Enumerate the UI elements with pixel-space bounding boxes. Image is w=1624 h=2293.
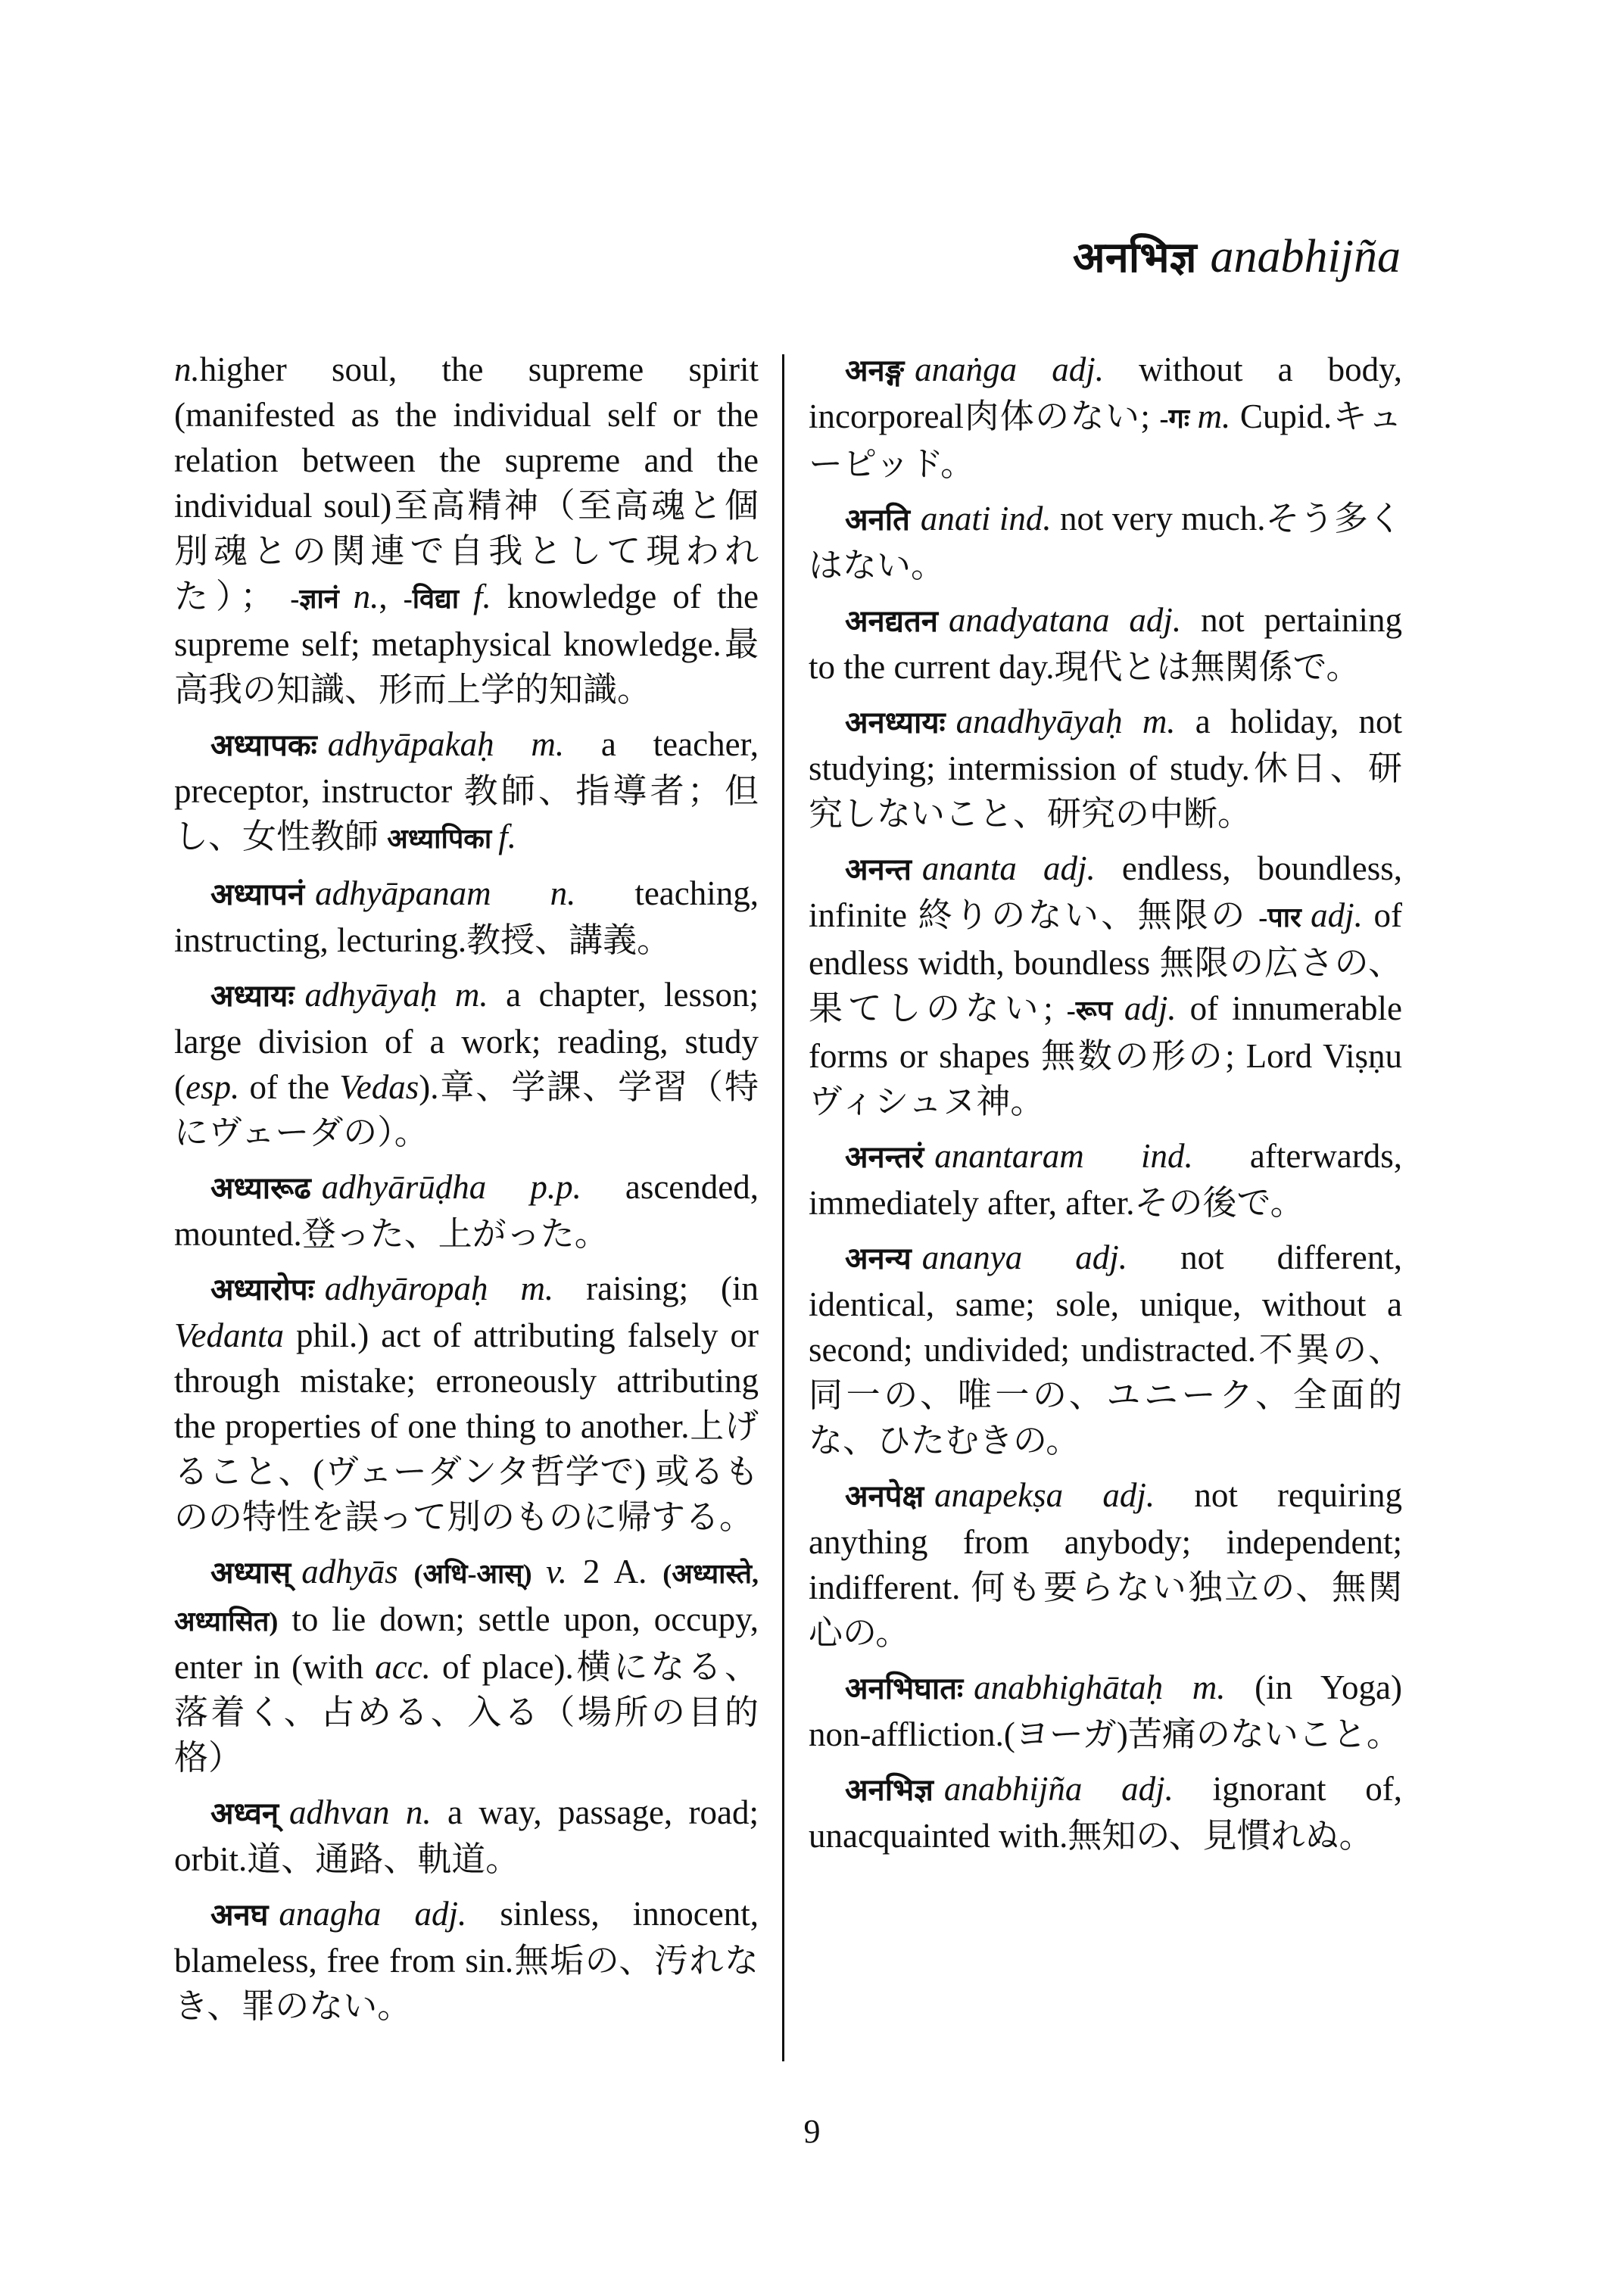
- headword: अनङ्ग: [845, 354, 905, 388]
- definition-text: a holiday, not studying; intermission of study.休日、研究しないこと、研究の中断。: [809, 703, 1402, 833]
- definition-text: ,: [379, 578, 404, 615]
- dictionary-entry: [809, 597, 1402, 690]
- transliteration: anantaram: [934, 1137, 1084, 1175]
- right-column: [809, 347, 1402, 1868]
- definition-text: 2 A.: [567, 1553, 663, 1590]
- grammar-label: adj.: [414, 1895, 467, 1933]
- grammar-label: acc.: [375, 1648, 431, 1686]
- sanskrit-form: -पार: [1258, 902, 1311, 933]
- grammar-label: Vedanta: [174, 1316, 284, 1354]
- headword: अध्वन्: [210, 1796, 279, 1830]
- dictionary-entry: [809, 496, 1402, 588]
- definition-text: Cupid.キューピッド。: [809, 397, 1403, 483]
- definition-text: sinless, innocent, blameless, free from sin.無垢の、汚れなき、罪のない。: [174, 1895, 759, 2025]
- headword: अनध्यायः: [845, 706, 946, 740]
- dictionary-entry: [174, 1164, 759, 1257]
- grammar-label: adj.: [1043, 849, 1096, 887]
- grammar-label: adj.: [1311, 896, 1363, 934]
- dictionary-entry: [174, 871, 759, 963]
- headword: अध्यारोपः: [210, 1273, 314, 1307]
- definition-text: not very much.そう多くはない。: [809, 500, 1403, 584]
- headword: अध्यापनं: [210, 877, 305, 911]
- grammar-label: m.: [1192, 1668, 1226, 1706]
- transliteration: adhyāyaḥ: [304, 976, 438, 1014]
- dictionary-entry: [809, 347, 1402, 487]
- grammar-label: adj.: [1129, 601, 1182, 639]
- dictionary-entry: [174, 1266, 759, 1540]
- dictionary-entry: [174, 1790, 759, 1882]
- dictionary-entry: [809, 846, 1402, 1124]
- headword: अध्यायः: [210, 979, 295, 1013]
- definition-text: phil.) act of attributing falsely or through mistake; erroneously attributing the properties of one thing to another.上げること、(ヴェーダンタ哲学で) 或るものの特性を誤って別のものに帰する。: [174, 1316, 759, 1536]
- definition-text: of innumerable forms or shapes 無数の形の; Lord Viṣṇu ヴィシュヌ神。: [809, 989, 1402, 1120]
- sanskrit-form: -गः: [1159, 403, 1198, 434]
- definition-text: to lie down; settle upon, occupy, enter in (with: [174, 1600, 759, 1686]
- grammar-label: adj.: [1124, 989, 1177, 1027]
- running-head: [1073, 227, 1401, 285]
- headword: अनभिज्ञ: [845, 1773, 934, 1807]
- grammar-label: m.: [1142, 703, 1176, 740]
- grammar-label: f.: [472, 578, 491, 615]
- definition-text: ignorant of, unacquainted with.無知の、見慣れぬ。: [809, 1770, 1403, 1855]
- grammar-label: adj.: [1102, 1476, 1155, 1514]
- dictionary-entry: [174, 721, 759, 861]
- headword: अध्यास्: [210, 1556, 291, 1590]
- grammar-label: m.: [520, 1270, 554, 1307]
- transliteration: adhyāpanam: [315, 874, 491, 912]
- definition-text: ).章、学課、学習（特にヴェーダの）。: [174, 1068, 759, 1151]
- definition-text: of place).横になる、落着く、占める、入る（場所の目的格）: [174, 1648, 759, 1777]
- transliteration: adhyārūḍha: [321, 1168, 487, 1206]
- sanskrit-form: -विद्या: [403, 584, 473, 614]
- transliteration: anapekṣa: [934, 1476, 1064, 1514]
- headword: अनन्त: [845, 852, 912, 886]
- sanskrit-form: (अधि-आस्): [413, 1559, 547, 1589]
- grammar-label: m.: [531, 725, 565, 763]
- running-head-devanagari: अनभिज्ञ: [1072, 235, 1197, 282]
- definition-text: not pertaining to the current day.現代とは無関係で。: [809, 601, 1402, 686]
- sanskrit-form: -रूप: [1066, 995, 1124, 1026]
- headword: अनघ: [210, 1898, 269, 1932]
- definition-text: without a body, incorporeal肉体のない;: [809, 350, 1403, 435]
- definition-text: not different, identical, same; sole, unique, without a second; undivided; undistracted.不異の、同一の、唯一の、ユニーク、全面的な、ひたむきの。: [809, 1238, 1402, 1460]
- grammar-label: n.: [405, 1793, 432, 1831]
- left-column: [174, 347, 759, 2038]
- grammar-label: n.: [174, 350, 200, 388]
- grammar-label: m.: [454, 976, 488, 1014]
- definition-text: afterwards, immediately after, after.その後で。: [809, 1137, 1403, 1222]
- dictionary-entry: [809, 1133, 1402, 1226]
- definition-text: not requiring anything from anybody; independent; indifferent. 何も要らない独立の、無関心の。: [809, 1476, 1403, 1652]
- dictionary-entry: [174, 972, 759, 1155]
- sanskrit-form: (अध्यास्ते, अध्यासित): [174, 1559, 759, 1637]
- definition-text: raising; (in: [553, 1270, 759, 1307]
- dictionary-entry: [809, 699, 1402, 837]
- definition-text: ascended, mounted.登った、上がった。: [174, 1168, 759, 1253]
- transliteration: adhvan: [289, 1793, 390, 1831]
- transliteration: adhyās: [301, 1553, 398, 1590]
- headword: अनद्यतन: [845, 604, 938, 638]
- definition-text: endless, boundless, infinite 終りのない、無限の: [809, 849, 1402, 934]
- grammar-label: esp.: [185, 1068, 240, 1106]
- dictionary-entry: [809, 1665, 1402, 1757]
- definition-text: a teacher, preceptor, instructor 教師、指導者；但し、女性教師: [174, 725, 759, 855]
- headword: अनन्य: [845, 1242, 912, 1276]
- dictionary-entry: [809, 1766, 1402, 1858]
- transliteration: anadhyāyaḥ: [955, 703, 1123, 740]
- headword: अनन्तरं: [845, 1140, 924, 1174]
- dictionary-entry: [809, 1472, 1402, 1656]
- grammar-label: f.: [498, 818, 517, 855]
- transliteration: anagha: [279, 1895, 382, 1933]
- definition-text: a way, passage, road; orbit.道、通路、軌道。: [174, 1793, 759, 1878]
- definition-text: a chapter, lesson; large division of a work; reading, study (: [174, 976, 759, 1106]
- entry-continuation: [174, 347, 759, 712]
- running-head-transliteration: anabhijña: [1210, 231, 1401, 282]
- grammar-label: v.: [546, 1553, 568, 1590]
- sanskrit-form: अध्यापिका: [387, 824, 499, 854]
- column-divider: [782, 354, 784, 2061]
- transliteration: anati: [920, 500, 991, 537]
- grammar-label: n.: [353, 578, 379, 615]
- grammar-label: adj.: [1052, 350, 1104, 388]
- transliteration: anabhighātaḥ: [974, 1668, 1164, 1706]
- grammar-label: Vedas: [339, 1068, 419, 1106]
- transliteration: anabhijña: [943, 1770, 1083, 1808]
- definition-text: knowledge of the supreme self; metaphysical knowledge.最高我の知識、形而上学的知識。: [174, 578, 759, 709]
- page-number: 9: [803, 2113, 821, 2150]
- definition-text: of the: [239, 1068, 340, 1106]
- transliteration: ananta: [921, 849, 1017, 887]
- transliteration: anaṅga: [915, 350, 1018, 388]
- grammar-label: m.: [1197, 397, 1231, 435]
- headword: अध्यापकः: [210, 728, 317, 762]
- dictionary-entry: [174, 1891, 759, 2029]
- headword: अनभिघातः: [845, 1671, 964, 1706]
- dictionary-entry: [174, 1549, 759, 1781]
- grammar-label: adj.: [1075, 1238, 1128, 1276]
- transliteration: anadyatana: [948, 601, 1110, 639]
- definition-text: (in Yoga) non-affliction.(ヨーガ)苦痛のないこと。: [809, 1668, 1402, 1753]
- dictionary-entry: [809, 1235, 1402, 1463]
- transliteration: adhyāropaḥ: [324, 1270, 488, 1307]
- headword: अनपेक्ष: [845, 1479, 924, 1513]
- grammar-label: p.p.: [530, 1168, 581, 1206]
- headword: अनति: [845, 503, 910, 537]
- grammar-label: adj.: [1121, 1770, 1174, 1808]
- definition-text: teaching, instructing, lecturing.教授、講義。: [174, 874, 759, 959]
- definition-text: of endless width, boundless 無限の広さの、果てしのない;: [809, 896, 1402, 1027]
- grammar-label: n.: [550, 874, 576, 912]
- sanskrit-form: -ज्ञानं: [290, 584, 354, 614]
- transliteration: adhyāpakaḥ: [327, 725, 494, 763]
- transliteration: ananya: [921, 1238, 1023, 1276]
- grammar-label: ind.: [999, 500, 1052, 537]
- headword: अध्यारूढ: [210, 1171, 311, 1205]
- definition-text: higher soul, the supreme spirit (manifested as the individual self or the relation between the supreme and the individual soul)至高精神（至高魂と個別魂との関連で自我として現われた）；: [174, 350, 759, 615]
- grammar-label: ind.: [1140, 1137, 1193, 1175]
